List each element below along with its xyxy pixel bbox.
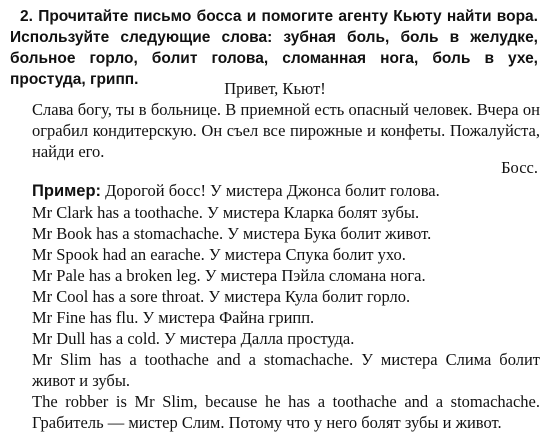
answer-line: Mr Slim has a toothache and a stomachache. У мистера Слима болит живот и зубы. [32, 350, 540, 390]
task-number: 2. [20, 8, 33, 25]
letter-signature: Босс. [501, 158, 538, 177]
letter-greeting: Привет, Кьют! [224, 79, 326, 98]
answer-line: Mr Spook had an earache. У мистера Спука болит ухо. [32, 245, 406, 264]
conclusion-text: The robber is Mr Slim, because he has a toothache and a stomachache. Грабитель — мистер Слим. Потому что у него болят зубы и живот. [32, 392, 540, 432]
answer-line: Mr Clark has a toothache. У мистера Кларка болят зубы. [32, 203, 420, 222]
example-line [10, 180, 540, 202]
answer-line: Mr Fine has flu. У мистера Файна грипп. [32, 308, 315, 327]
answer-line: Mr Cool has a sore throat. У мистера Кула болит горло. [32, 287, 411, 306]
answers-block [10, 180, 540, 433]
example-label: Пример: [32, 182, 102, 200]
task-text: Прочитайте письмо босса и помогите агенту Кьюту найти вора. Используйте следующие слова: зубная боль, боль в желудке, больное горло, болит голова, сломанная нога, боль в ухе, простуда, грипп. [10, 8, 538, 88]
letter-body [10, 99, 540, 162]
example-text: Дорогой босс! У мистера Джонса болит голова. [105, 181, 440, 200]
answer-line: Mr Pale has a broken leg. У мистера Пэйла сломана нога. [32, 266, 426, 285]
letter-text: Слава богу, ты в больнице. В приемной есть опасный человек. Вчера он ограбил кондитерскую. Он съел все пирожные и конфеты. Пожалуйста, найди его. [32, 100, 540, 161]
answer-line: Mr Dull has a cold. У мистера Далла простуда. [32, 329, 355, 348]
answer-line: Mr Book has a stomachache. У мистера Бука болит живот. [32, 224, 432, 243]
